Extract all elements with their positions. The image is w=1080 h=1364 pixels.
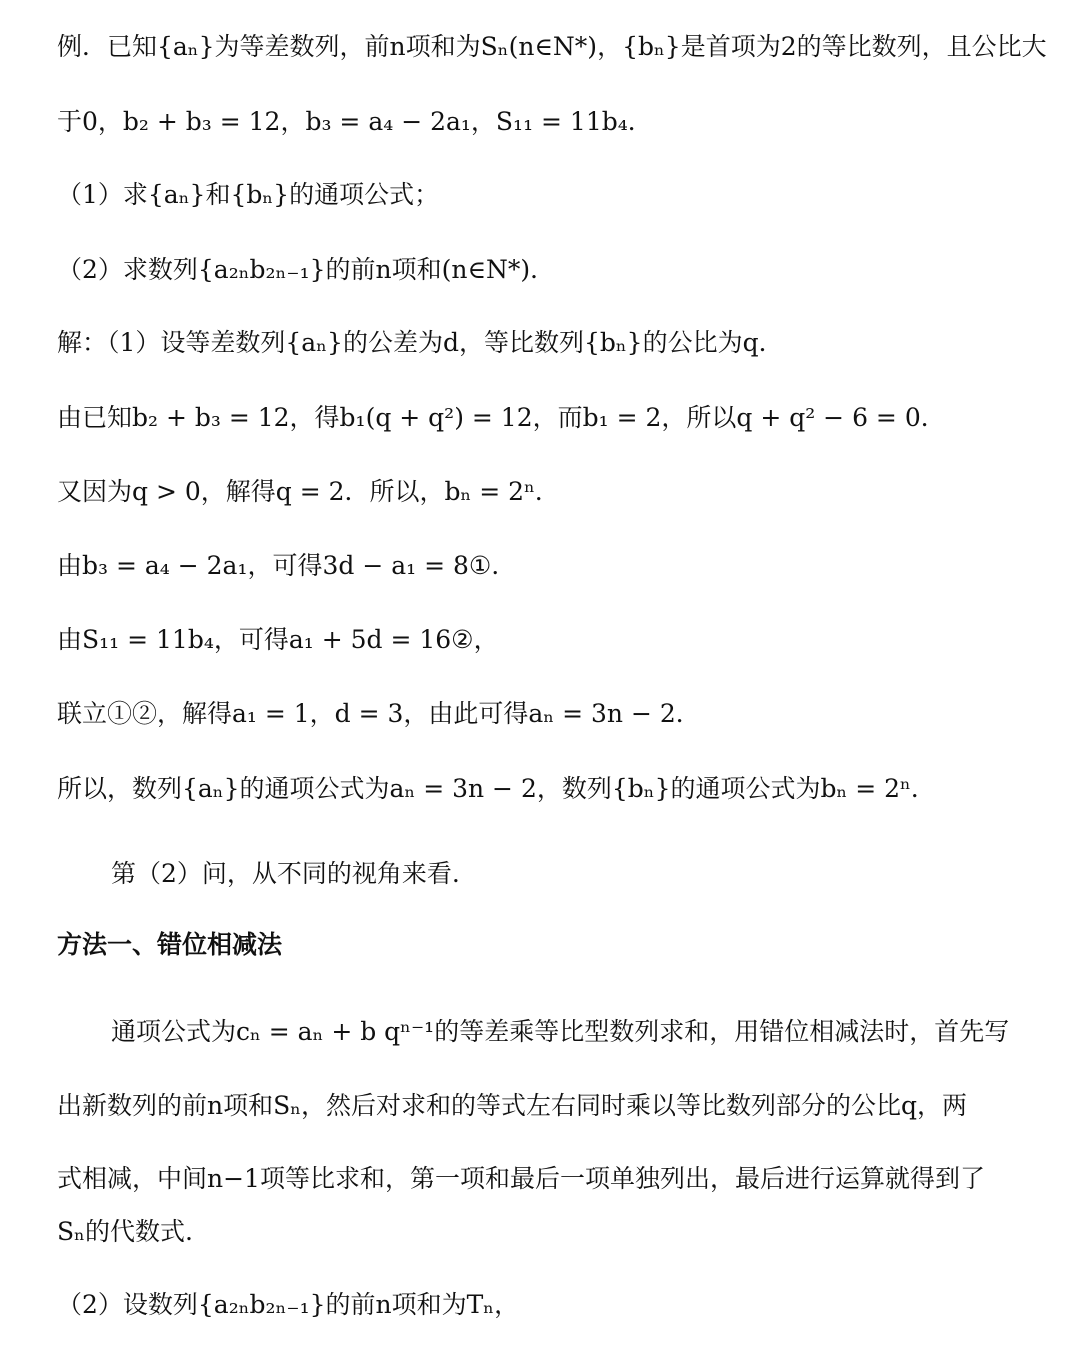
- method1-desc-line-3: 式相减，中间n−1项等比求和，第一项和最后一项单独列出，最后进行运算就得到了: [57, 1164, 985, 1193]
- example-line-1: 例．已知{aₙ}为等差数列，前n项和为Sₙ(n∈N*)，{bₙ}是首项为2的等比数列，且公比大: [57, 32, 1047, 61]
- solution-line-4: 由b₃ = a₄ − 2a₁，可得3d − a₁ = 8①.: [57, 551, 500, 580]
- solution-line-2: 由已知b₂ + b₃ = 12，得b₁(q + q²) = 12，而b₁ = 2，所以q + q² − 6 = 0．: [57, 403, 946, 432]
- example-line-2: 于0，b₂ + b₃ = 12，b₃ = a₄ − 2a₁，S₁₁ = 11b₄．: [57, 107, 653, 136]
- solution-line-3: 又因为q > 0，解得q = 2．所以，bₙ = 2ⁿ．: [57, 477, 560, 506]
- method1-desc-line-2: 出新数列的前n项和Sₙ，然后对求和的等式左右同时乘以等比数列部分的公比q，两: [57, 1091, 968, 1120]
- part2-start: （2）设数列{a₂ₙb₂ₙ₋₁}的前n项和为Tₙ，: [57, 1290, 520, 1319]
- solution-line-1: 解：（1）设等差数列{aₙ}的公差为d，等比数列{bₙ}的公比为q．: [57, 328, 784, 357]
- solution-line-5: 由S₁₁ = 11b₄，可得a₁ + 5d = 16②，: [57, 625, 499, 654]
- question-2: （2）求数列{a₂ₙb₂ₙ₋₁}的前n项和(n∈N*)．: [57, 255, 556, 284]
- solution-line-6: 联立①②，解得a₁ = 1，d = 3，由此可得aₙ = 3n − 2．: [57, 699, 701, 728]
- question-1: （1）求{aₙ}和{bₙ}的通项公式；: [57, 180, 440, 209]
- part2-intro: 第（2）问，从不同的视角来看.: [111, 859, 460, 888]
- method1-title: 方法一、错位相减法: [57, 930, 283, 959]
- method1-desc-line-4: Sₙ的代数式.: [57, 1217, 193, 1246]
- solution-line-7: 所以，数列{aₙ}的通项公式为aₙ = 3n − 2，数列{bₙ}的通项公式为bₙ = 2ⁿ．: [57, 774, 936, 803]
- method1-desc-line-1: 通项公式为cₙ = aₙ + b qⁿ⁻¹的等差乘等比型数列求和，用错位相减法时，首先写: [111, 1017, 1010, 1046]
